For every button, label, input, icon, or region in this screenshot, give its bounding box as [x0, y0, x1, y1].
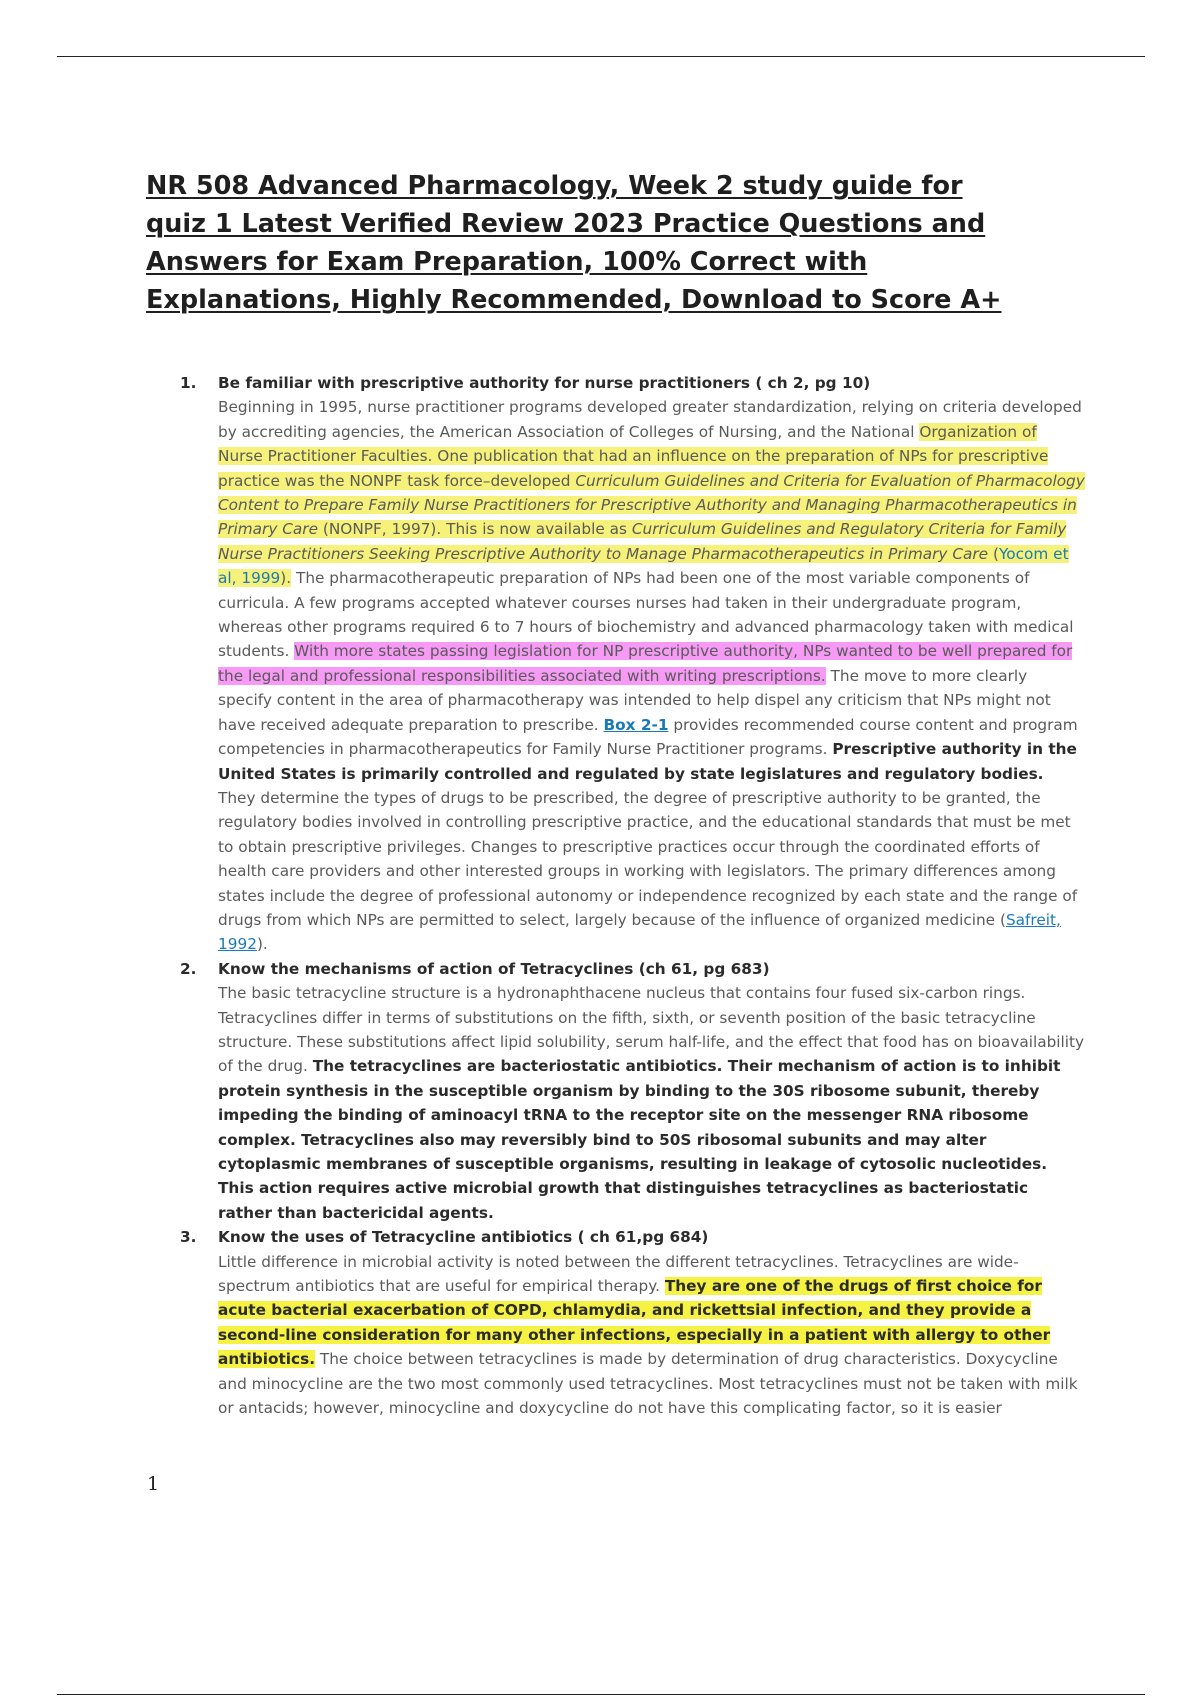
question-heading: Know the mechanisms of action of Tetracyclines (ch 61, pg 683): [218, 959, 770, 978]
question-item-2: [180, 957, 1085, 1225]
highlighted-text: Organization of Nurse Practitioner Faculties. One publication that had an influence on the preparation of NPs for prescriptive practice was the NONPF task force–developed: [218, 422, 1049, 490]
header-rule: [57, 56, 1145, 57]
page-number: 1: [147, 1473, 160, 1495]
answer-span: ).: [256, 935, 268, 954]
answer-span: Little difference in microbial activity is noted between the different tetracyclines. Tetracyclines are wide-spectrum antibiotics that are useful for empirical therapy.: [218, 1252, 1019, 1296]
citation-link-yocom[interactable]: Yocom et al, 1999: [218, 544, 1069, 588]
bold-text: The tetracyclines are bacteriostatic antibiotics. Their mechanism of action is to inhibit protein synthesis in the susceptible organism by binding to the 30S ribosome subunit, thereby impeding the binding of aminoacyl tRNA to the receptor site on the messenger RNA ribosome complex. Tetracyclines also may reversibly bind to 50S ribosomal subunits and may alter cytoplasmic membranes of susceptible organisms, resulting in leakage of cytosolic nucleotides. This action requires active microbial growth that distinguishes tetracyclines as bacteriostatic rather than bactericidal agents.: [218, 1057, 1061, 1222]
bold-text: Prescriptive authority in the United States is primarily controlled and regulated by state legislatures and regulatory bodies.: [218, 740, 1077, 783]
item-number: 2.: [180, 959, 197, 978]
highlighted-italic-title: Curriculum Guidelines and Criteria for Evaluation of Pharmacology Content to Prepare Family Nurse Practitioners for Prescriptive Authority and Managing Pharmacotherapeutics in Primary Care: [218, 471, 1085, 539]
citation-link-safreit[interactable]: Safreit, 1992: [218, 910, 1061, 954]
box-2-1-link[interactable]: Box 2-1: [603, 715, 669, 734]
answer-span: The choice between tetracyclines is made by determination of drug characteristics. Doxycycline and minocycline are the two most commonly used tetracyclines. Most tetracyclines must not be taken with milk or antacids; however, minocycline and doxycycline do not have this complicating factor, so it is easier: [218, 1350, 1078, 1418]
answer-text: [218, 1250, 1085, 1421]
answer-span: provides recommended course content and program competencies in pharmacotherapeutics for Family Nurse Practitioner programs.: [218, 715, 1078, 759]
highlighted-text: (: [988, 544, 999, 563]
highlighted-bold-text: They are one of the drugs of first choice for acute bacterial exacerbation of COPD, chlamydia, and rickettsial infection, and they provide a second-line consideration for many other infections, especially in a patient with allergy to other antibiotics.: [218, 1277, 1051, 1369]
highlighted-italic-title: Curriculum Guidelines and Regulatory Criteria for Family Nurse Practitioners Seeking Prescriptive Authority to Manage Pharmacotherapeutics in Primary Care: [218, 520, 1067, 563]
magenta-highlighted-text: With more states passing legislation for NP prescriptive authority, NPs wanted to be well prepared for the legal and professional responsibilities associated with writing prescriptions.: [218, 642, 1073, 685]
answer-text: [218, 395, 1085, 956]
question-item-1: [180, 371, 1085, 957]
question-heading: Be familiar with prescriptive authority for nurse practitioners ( ch 2, pg 10): [218, 374, 871, 392]
question-item-3: [180, 1225, 1085, 1420]
document-title: NR 508 Advanced Pharmacology, Week 2 study guide for quiz 1 Latest Verified Review 2023 Practice Questions and Answers for Exam Preparation, 100% Correct with Explanations, Highly Recommended, Download to Score A+: [146, 171, 1002, 315]
answer-span: Beginning in 1995, nurse practitioner programs developed greater standardization, relying on criteria developed by accrediting agencies, the American Association of Colleges of Nursing, and the National: [218, 398, 1082, 441]
footer-rule: [57, 1694, 1145, 1695]
answer-span: The pharmacotherapeutic preparation of NPs had been one of the most variable components of curricula. A few programs accepted whatever courses nurses had taken in their undergraduate program, whereas other programs required 6 to 7 hours of biochemistry and advanced pharmacology taken with medical students.: [218, 569, 1074, 661]
answer-span: The basic tetracycline structure is a hydronaphthacene nucleus that contains four fused six-carbon rings. Tetracyclines differ in terms of substitutions on the fifth, sixth, or seventh position of the basic tetracycline structure. These substitutions affect lipid solubility, serum half-life, and the effect that food has on bioavailability of the drug.: [218, 984, 1085, 1076]
question-heading: Know the uses of Tetracycline antibiotics ( ch 61,pg 684): [218, 1228, 709, 1247]
item-number: 1.: [180, 374, 197, 392]
highlighted-text: ).: [280, 569, 292, 588]
highlighted-text: (NONPF, 1997). This is now available as: [318, 520, 632, 539]
answer-text: [218, 981, 1085, 1225]
answer-span: The move to more clearly specify content in the area of pharmacotherapy was intended to help dispel any criticism that NPs might not have received adequate preparation to prescribe.: [218, 666, 1051, 734]
question-list: [180, 371, 1085, 1420]
item-number: 3.: [180, 1228, 197, 1247]
answer-span: They determine the types of drugs to be prescribed, the degree of prescriptive authority to be granted, the regulatory bodies involved in controlling prescriptive practice, and the educational standards that must be met to obtain prescriptive privileges. Changes to prescriptive practices occur through the coordinated efforts of health care providers and other interested groups in working with legislators. The primary differences among states include the degree of professional autonomy or independence recognized by each state and the range of drugs from which NPs are permitted to select, largely because of the influence of organized medicine (: [218, 788, 1078, 929]
